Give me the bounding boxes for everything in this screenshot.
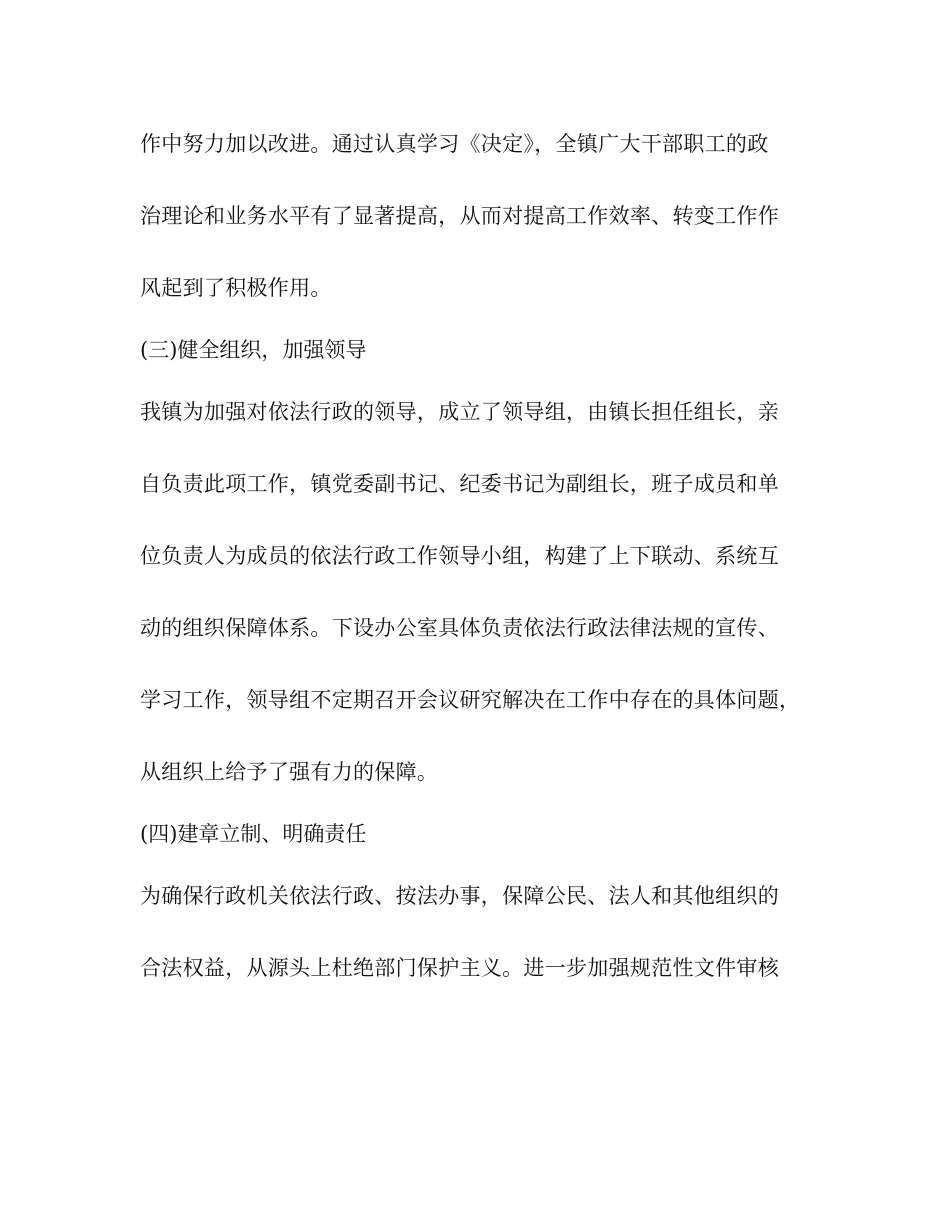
paragraph-line: 治理论和业务水平有了显著提高，从而对提高工作效率、转变工作作	[140, 204, 779, 228]
paragraph-line: 自负责此项工作，镇党委副书记、纪委书记为副组长，班子成员和单	[140, 472, 779, 496]
section-heading-4: (四)建章立制、明确责任	[140, 822, 367, 846]
paragraph-line: 合法权益，从源头上杜绝部门保护主义。进一步加强规范性文件审核	[140, 956, 779, 980]
paragraph-line: 动的组织保障体系。下设办公室具体负责依法行政法律法规的宣传、	[140, 616, 779, 640]
paragraph-line: 学习工作，领导组不定期召开会议研究解决在工作中存在的具体问题，	[140, 688, 801, 712]
paragraph-line: 风起到了积极作用。	[140, 276, 332, 300]
paragraph-line: 为确保行政机关依法行政、按法办事，保障公民、法人和其他组织的	[140, 884, 779, 908]
paragraph-line: 作中努力加以改进。通过认真学习《决定》，全镇广大干部职工的政	[140, 132, 769, 156]
paragraph-line: 我镇为加强对依法行政的领导，成立了领导组，由镇长担任组长，亲	[140, 400, 779, 424]
paragraph-line: 从组织上给予了强有力的保障。	[140, 760, 439, 784]
paragraph-line: 位负责人为成员的依法行政工作领导小组，构建了上下联动、系统互	[140, 544, 779, 568]
section-heading-3: (三)健全组织，加强领导	[140, 338, 367, 362]
